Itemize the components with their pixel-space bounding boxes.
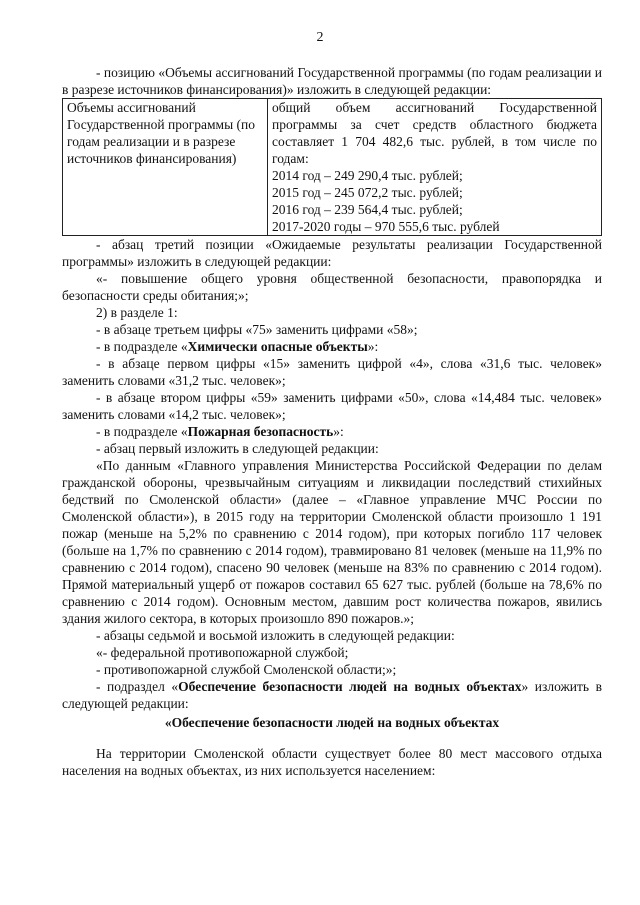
text-run: - подраздел « <box>96 679 179 694</box>
paragraph <box>62 423 602 440</box>
page-number: 2 <box>316 30 324 45</box>
text-run: »: <box>333 424 344 439</box>
spacer <box>62 731 602 745</box>
document-body <box>62 64 602 779</box>
subsection-title: Химически опасные объекты <box>187 339 368 354</box>
paragraph: «- федеральной противопожарной службой; <box>96 645 349 660</box>
table-line: 2015 год – 245 072,2 тыс. рублей; <box>272 185 463 200</box>
text-run: - в подразделе « <box>96 339 188 354</box>
paragraph: «По данным «Главного управления Министерства Российской Федерации по делам гражданской обороны, чрезвычайным ситуациям и ликвидации последствий стихийных бедствий по Смоленской области» (далее – «Главное управление МЧС России по Смоленской области»), в 2015 году на территории Смоленской области произошло 1 191 пожар (меньше на 5,2% по сравнению с 2014 годом), при которых погибло 117 человек (больше на 1,7% по сравнению с 2014 годом), травмировано 81 человек (меньше на 11,9% по сравнению с 2014 годом), спасено 90 человек (меньше на 83% по сравнению с 2014 годом). Прямой материальный ущерб от пожаров составил 65 627 тыс. рублей (больше на 78,6% по сравнению с 2014 годом). Основным местом, давшим рост количества пожаров, явились здания жилого сектора, в которых произошло 890 пожаров.»; <box>62 458 602 626</box>
text-run: - в подразделе « <box>96 424 188 439</box>
paragraph: - в абзаце первом цифры «15» заменить цифрой «4», слова «31,6 тыс. человек» заменить словами «31,2 тыс. человек»; <box>62 356 602 388</box>
text-run: » изложить в следующей редакции: <box>62 679 602 711</box>
table-line: 2017-2020 годы – 970 555,6 тыс. рублей <box>272 219 500 234</box>
subsection-title: Пожарная безопасность <box>187 424 334 439</box>
paragraph: - абзацы седьмой и восьмой изложить в следующей редакции: <box>96 628 455 643</box>
table-cell-label: Объемы ассигнований Государственной программы (по годам реализации и в разрезе источников финансирования) <box>63 99 268 236</box>
allocations-table <box>62 98 602 236</box>
paragraph: - абзац третий позиции «Ожидаемые результаты реализации Государственной программы» изложить в следующей редакции: <box>62 237 602 269</box>
table-cell-values <box>268 99 602 236</box>
table-line: 2014 год – 249 290,4 тыс. рублей; <box>272 168 463 183</box>
paragraph: - противопожарной службой Смоленской области;»; <box>96 662 397 677</box>
section-heading <box>62 714 602 731</box>
table-line: 2016 год – 239 564,4 тыс. рублей; <box>272 202 463 217</box>
paragraph: «- повышение общего уровня общественной безопасности, правопорядка и безопасности среды обитания;»; <box>62 271 602 303</box>
paragraph: 2) в разделе 1: <box>96 305 178 320</box>
table-line: общий объем ассигнований Государственной программы за счет средств областного бюджета составляет 1 704 482,6 тыс. рублей, в том числе по годам: <box>272 100 597 166</box>
text-run: »: <box>367 339 379 354</box>
paragraph <box>62 678 602 712</box>
paragraph: - абзац первый изложить в следующей редакции: <box>96 441 379 456</box>
intro-paragraph: - позицию «Объемы ассигнований Государственной программы (по годам реализации и в разрезе источников финансирования)» изложить в следующей редакции: <box>62 65 602 97</box>
paragraph <box>62 338 602 355</box>
paragraph: - в абзаце втором цифры «59» заменить цифрами «50», слова «14,484 тыс. человек» заменить словами «14,2 тыс. человек»; <box>62 390 602 422</box>
subsection-title: Обеспечение безопасности людей на водных объектах <box>178 679 522 694</box>
paragraph: На территории Смоленской области существует более 80 мест массового отдыха населения на водных объектах, из них используется населением: <box>62 746 602 778</box>
section-heading-text: «Обеспечение безопасности людей на водных объектах <box>164 715 500 730</box>
table-row <box>63 99 602 236</box>
paragraph: - в абзаце третьем цифры «75» заменить цифрами «58»; <box>96 322 418 337</box>
